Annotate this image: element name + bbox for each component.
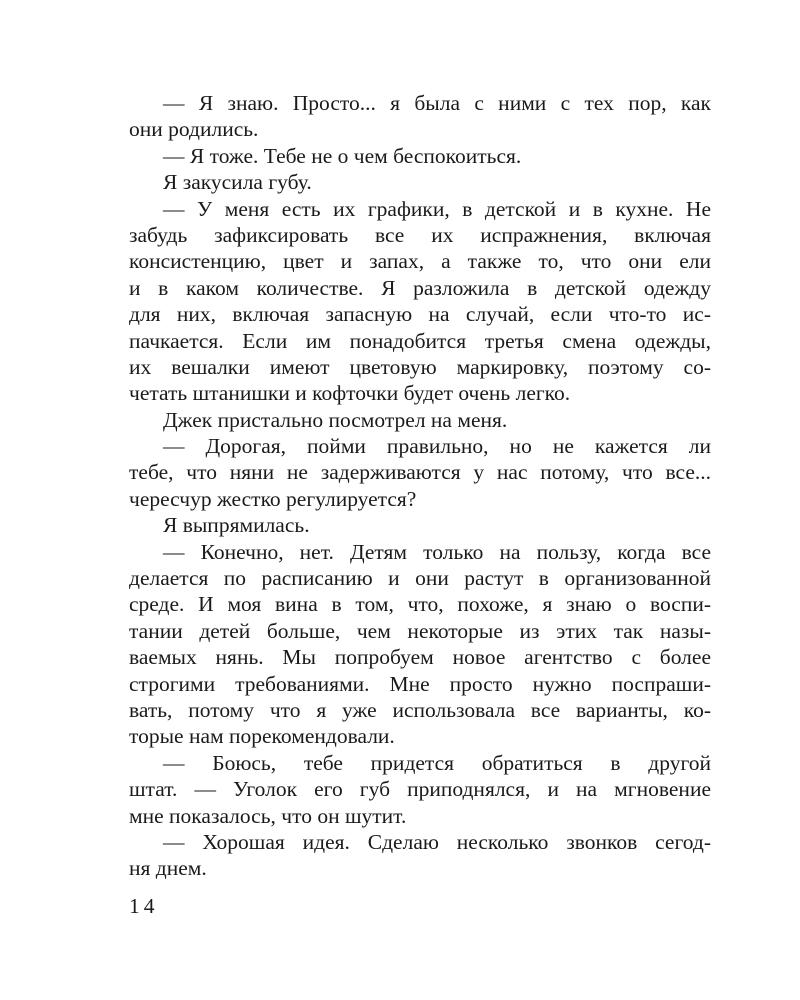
text-line: строгими требованиями. Мне просто нужно поспраши-: [129, 671, 711, 696]
text-line: они родились.: [129, 117, 259, 142]
paragraph: [129, 750, 711, 829]
text-line: забудь зафиксировать все их испражнения, включая: [129, 222, 711, 247]
page-number: 14: [129, 894, 159, 918]
text-line: — Я тоже. Тебе не о чем беспокоиться.: [163, 143, 522, 168]
paragraph: [129, 143, 711, 169]
text-line: — Конечно, нет. Детям только на пользу, когда все: [163, 539, 711, 564]
text-line: тебе, что няни не задерживаются у нас потому, что все...: [129, 460, 711, 485]
paragraph: [129, 196, 711, 407]
text-line: среде. И моя вина в том, что, похоже, я знаю о воспи-: [129, 592, 711, 617]
text-line: консистенцию, цвет и запах, а также то, что они ели: [129, 249, 711, 274]
text-line: Джек пристально посмотрел на меня.: [163, 407, 508, 432]
text-line: — Боюсь, тебе придется обратиться в другой: [163, 750, 711, 775]
paragraph: [129, 433, 711, 512]
text-line: тании детей больше, чем некоторые из этих так назы-: [129, 618, 711, 643]
text-line: Я выпрямилась.: [163, 513, 310, 538]
text-line: мне показалось, что он шутит.: [129, 803, 407, 828]
text-line: торые нам порекомендовали.: [129, 724, 395, 749]
text-line: ваемых нянь. Мы попробуем новое агентство с более: [129, 645, 711, 670]
text-line: для них, включая запасную на случай, если что-то ис-: [129, 302, 711, 327]
text-line: штат. — Уголок его губ приподнялся, и на мгновение: [129, 777, 711, 802]
text-line: — Я знаю. Просто... я была с ними с тех пор, как: [163, 91, 711, 115]
paragraph: [129, 512, 711, 538]
paragraph: [129, 829, 711, 882]
paragraph: [129, 407, 711, 433]
text-line: ня днем.: [129, 856, 207, 881]
paragraph: [129, 539, 711, 750]
text-line: Я закусила губу.: [163, 170, 312, 195]
paragraph: [129, 169, 711, 195]
text-line: — Дорогая, пойми правильно, но не кажется ли: [163, 434, 711, 459]
text-line: и в каком количестве. Я разложила в детской одежду: [129, 275, 711, 300]
text-line: четать штанишки и кофточки будет очень легко.: [129, 381, 571, 406]
text-line: делается по расписанию и они растут в организованной: [129, 566, 711, 591]
text-line: — Хорошая идея. Сделаю несколько звонков сегод-: [163, 829, 711, 854]
page-body: [129, 90, 711, 882]
text-line: их вешалки имеют цветовую маркировку, поэтому со-: [129, 354, 711, 379]
text-line: вать, потому что я уже использовала все варианты, ко-: [129, 697, 711, 722]
text-line: чересчур жестко регулируется?: [129, 486, 417, 511]
text-line: пачкается. Если им понадобится третья смена одежды,: [129, 328, 711, 353]
paragraph: [129, 90, 711, 143]
text-line: — У меня есть их графики, в детской и в кухне. Не: [163, 196, 711, 221]
